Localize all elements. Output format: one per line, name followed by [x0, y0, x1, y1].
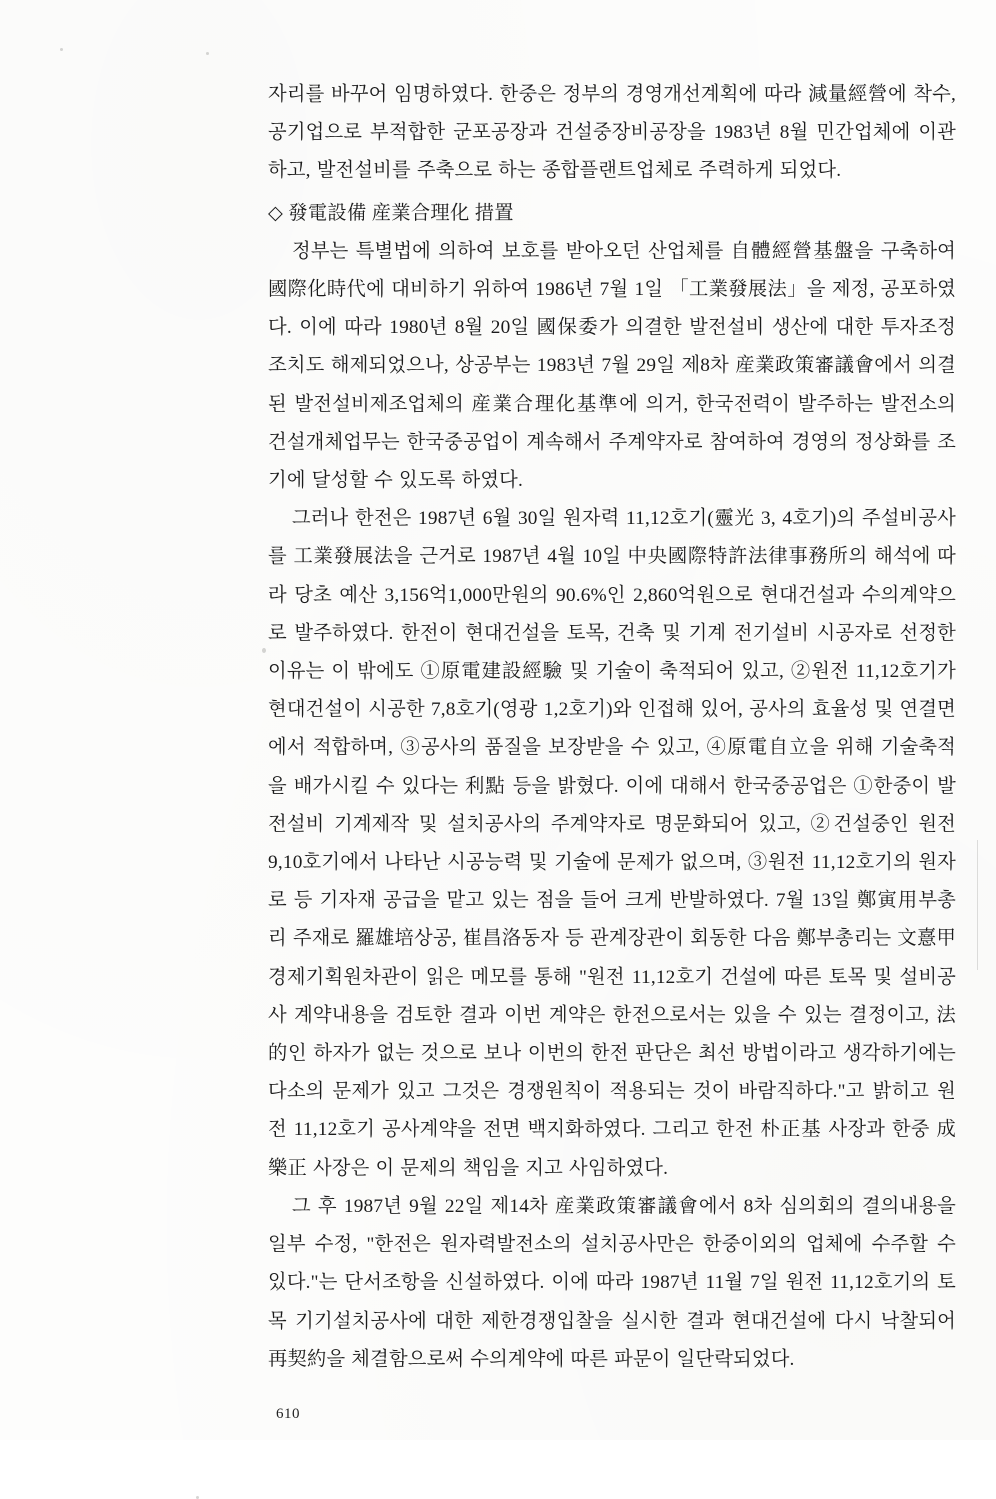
- paragraph-revision: 그 후 1987년 9월 22일 제14차 産業政策審議會에서 8차 심의회의 결의내용을 일부 수정, "한전은 원자력발전소의 설치공사만은 한중이외의 업체에 수주할 수 있다."는 단서조항을 신설하였다. 이에 따라 1987년 11월 7일 원전 11,12호기의 토목 기기설치공사에 대한 제한경쟁입찰을 실시한 결과 현대건설에 다시 낙찰되어 再契約을 체결함으로써 수의계약에 따른 파문이 일단락되었다.: [268, 1195, 956, 1370]
- paragraph-government-policy: 정부는 특별법에 의하여 보호를 받아오던 산업체를 自體經營基盤을 구축하여 國際化時代에 대비하기 위하여 1986년 7월 1일 「工業發展法」을 제정, 공포하였다. 이에 따라 1980년 8월 20일 國保委가 의결한 발전설비 생산에 대한 투자조정 조치도 해제되었으나, 상공부는 1983년 7월 29일 제8차 産業政策審議會에서 의결된 발전설비제조업체의 産業合理化基準에 의거, 한국전력이 발주하는 발전소의 건설개체업무는 한국중공업이 계속해서 주계약자로 참여하여 경영의 정상화를 조기에 달성할 수 있도록 하였다.: [268, 240, 956, 492]
- scan-speck: [262, 648, 266, 653]
- section-heading: ◇ 發電設備 産業合理化 措置: [268, 202, 514, 224]
- paragraph-kepco-contract: 그러나 한전은 1987년 6월 30일 원자력 11,12호기(靈光 3, 4호기)의 주설비공사를 工業發展法을 근거로 1987년 4월 10일 中央國際特許法律事務所의 해석에 따라 당초 예산 3,156억1,000만원의 90.6%인 2,860억원으로 현대건설과 수의계약으로 발주하였다. 한전이 현대건설을 토목, 건축 및 기계 전기설비 시공자로 선정한 이유는 이 밖에도 ①原電建設經驗 및 기술이 축적되어 있고, ②원전 11,12호기가 현대건설이 시공한 7,8호기(영광 1,2호기)와 인접해 있어, 공사의 효율성 및 연결면에서 적합하며, ③공사의 품질을 보장받을 수 있고, ④原電自立을 위해 기술축적을 배가시킬 수 있다는 利點 등을 밝혔다. 이에 대해서 한국중공업은 ①한중이 발전설비 기계제작 및 설치공사의 주계약자로 명문화되어 있고, ②건설중인 원전 9,10호기에서 나타난 시공능력 및 기술에 문제가 없으며, ③원전 11,12호기의 원자로 등 기자재 공급을 맡고 있는 점을 들어 크게 반발하였다. 7월 13일 鄭寅用부총리 주재로 羅雄培상공, 崔昌洛동자 등 관계장관이 회동한 다음 鄭부총리는 文憙甲 경제기획원차관이 읽은 메모를 통해 "원전 11,12호기 건설에 따른 토목 및 설비공사 계약내용을 검토한 결과 이번 계약은 한전으로서는 있을 수 있는 결정이고, 法的인 하자가 없는 것으로 보나 이번의 한전 판단은 최선 방법이라고 생각하기에는 다소의 문제가 있고 그것은 경쟁원칙이 적용되는 것이 바람직하다."고 밝히고 원전 11,12호기 공사계약을 전면 백지화하였다. 그리고 한전 朴正基 사장과 한중 成樂正 사장은 이 문제의 책임을 지고 사임하였다.: [268, 508, 956, 1179]
- paragraph-opening: 자리를 바꾸어 임명하였다. 한중은 정부의 경영개선계획에 따라 減量經營에 착수, 공기업으로 부적합한 군포공장과 건설중장비공장을 1983년 8월 민간업체에 이관하고, 발전설비를 주축으로 하는 종합플랜트업체로 주력하게 되었다.: [268, 84, 956, 182]
- page-edge-mark: [977, 840, 978, 970]
- page-number: 610: [276, 1406, 300, 1422]
- body-text-column: [268, 76, 956, 1379]
- scan-speck: [206, 52, 209, 55]
- scan-speck: [60, 48, 63, 51]
